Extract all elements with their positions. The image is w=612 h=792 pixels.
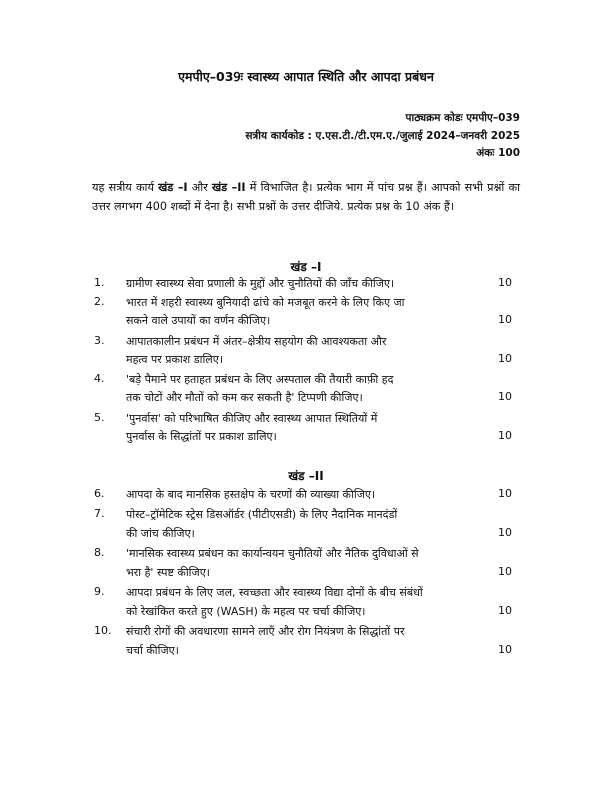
section-heading-2: खंड –II	[288, 469, 324, 483]
question-text-line: महत्व पर प्रकाश डालिए।	[126, 353, 224, 366]
question-marks: 10	[498, 643, 512, 656]
total-marks: अंकः 100	[476, 147, 520, 159]
instructions-paragraph	[92, 178, 520, 216]
question-marks: 10	[498, 604, 512, 617]
question-marks: 10	[498, 276, 512, 289]
intro-khand-2: खंड –II	[212, 181, 246, 194]
assignment-code: सत्रीय कार्यकोड : ए.एस.टी./टी.एम.ए./जुलाई 2024–जनवरी 2025	[245, 130, 520, 142]
question-text-line: सकने वाले उपायों का वर्णन कीजिए।	[126, 314, 271, 327]
intro-text-pre: यह सत्रीय कार्य	[92, 181, 159, 194]
question-text-line: पोस्ट–ट्रॉमेटिक स्ट्रेस डिसऑर्डर (पीटीएसडी) के लिए नैदानिक मानदंडों	[126, 508, 398, 521]
question-text-line: आपदा प्रबंधन के लिए जल, स्वच्छता और स्वास्थ्य विद्या दोनों के बीच संबंधों	[126, 586, 423, 599]
question-marks: 10	[498, 526, 512, 539]
intro-text-mid: और	[187, 181, 212, 194]
question-number: 8.	[94, 546, 105, 559]
question-number: 7.	[94, 507, 105, 520]
question-marks: 10	[498, 565, 512, 578]
question-marks: 10	[498, 390, 512, 403]
question-number: 5.	[94, 411, 105, 424]
question-number: 2.	[94, 295, 105, 308]
question-text-line: की जांच कीजिए।	[126, 527, 195, 540]
question-number: 6.	[94, 487, 105, 500]
question-number: 1.	[94, 276, 105, 289]
question-text-line: ग्रामीण स्वास्थ्य सेवा प्रणाली के मुद्दों और चुनौतियों की जाँच कीजिए।	[126, 277, 395, 290]
question-text-line: भारत में शहरी स्वास्थ्य बुनियादी ढांचे को मजबूत करने के लिए किए जा	[126, 296, 405, 309]
question-text-line: भरा है' स्पष्ट कीजिए।	[126, 566, 210, 579]
section-heading-1: खंड –I	[290, 260, 322, 274]
question-text-line: चर्चा कीजिए।	[126, 644, 179, 657]
course-code: पाठ्यक्रम कोडः एमपीए–039	[405, 112, 520, 124]
question-text-line: आपातकालीन प्रबंधन में अंतर–क्षेत्रीय सहयोग की आवश्यकता और	[126, 335, 387, 348]
question-marks: 10	[498, 352, 512, 365]
intro-text-post: में विभाजित है। प्रत्येक भाग में पांच प्रश्न हैं। आपको सभी प्रश्नों का उत्तर लगभग 400 शब्दों में देना है। सभी प्रश्नों के उत्तर दीजिये. प्रत्येक प्रश्न के 10 अंक हैं।	[92, 181, 521, 213]
question-text-line: को रेखांकित करते हुए (WASH) के महत्व पर चर्चा कीजिए।	[126, 605, 366, 618]
question-number: 3.	[94, 334, 105, 347]
question-marks: 10	[498, 429, 512, 442]
question-number: 9.	[94, 585, 105, 598]
document-title: एमपीए–039ः स्वास्थ्य आपात स्थिति और आपदा प्रबंधन	[178, 69, 434, 84]
question-text-line: 'पुनर्वास' को परिभाषित कीजिए और स्वास्थ्य आपात स्थितियों में	[126, 412, 378, 425]
question-text-line: तक चोटों और मौतों को कम कर सकती है' टिप्पणी कीजिए।	[126, 391, 363, 404]
question-text-line: 'बड़े पैमाने पर हताहत प्रबंधन के लिए अस्पताल की तैयारी काफ़ी हद	[126, 373, 394, 386]
intro-khand-1: खंड –I	[158, 181, 188, 194]
question-marks: 10	[498, 487, 512, 500]
question-text-line: संचारी रोगों की अवधारणा सामने लाएँ और रोग नियंत्रण के सिद्धांतों पर	[126, 625, 405, 638]
question-marks: 10	[498, 313, 512, 326]
question-text-line: पुनर्वास के सिद्धांतों पर प्रकाश डालिए।	[126, 430, 277, 443]
question-number: 4.	[94, 372, 105, 385]
question-number: 10.	[94, 624, 112, 637]
question-text-line: 'मानसिक स्वास्थ्य प्रबंधन का कार्यान्वयन चुनौतियों और नैतिक दुविधाओं से	[126, 547, 419, 560]
question-text-line: आपदा के बाद मानसिक हस्तक्षेप के चरणों की व्याख्या कीजिए।	[126, 488, 376, 501]
